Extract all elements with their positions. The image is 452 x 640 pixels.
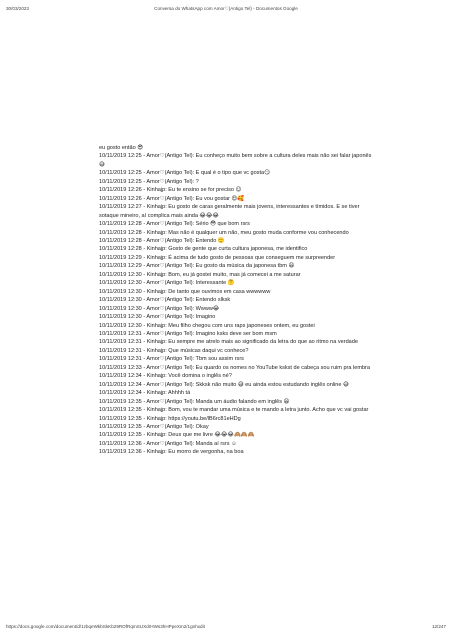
chat-message: 10/11/2019 12:34 - Kinhajp: Ahhhh tá [99,390,191,397]
chat-message: 10/11/2019 12:31 - Kinhajp: Eu sempre me atrelo mais ao significado da letra do que ao ritmo na verdade [99,339,358,346]
chat-message: 10/11/2019 12:25 - Amor♡(Antigo Tel): Eu conheço muito bem sobre a cultura deles mais não sei falar japonês😅 [99,153,372,168]
chat-message: 10/11/2019 12:26 - Amor♡(Antigo Tel): Eu vou gostar 😍🥰 [99,195,245,202]
chat-message: 10/11/2019 12:25 - Amor♡(Antigo Tel): ? [99,178,199,185]
chat-message: 10/11/2019 12:30 - Amor♡(Antigo Tel): Wwww😂 [99,305,220,312]
document-url: https://docs.google.com/document/d/1zbqeWkbSkKb29ROfRqmSUXdrHWs3hHPpeXm2/1gnhxdit [6,624,205,629]
print-footer [6,624,446,634]
chat-message: 10/11/2019 12:28 - Amor♡(Antigo Tel): Entendo 🙂 [99,237,225,244]
chat-message: 10/11/2019 12:29 - Kinhajp: É acima de tudo gosto de pessoas que conseguem me surpreender [99,254,336,261]
chat-message: 10/11/2019 12:30 - Amor♡(Antigo Tel): Imagino [99,314,216,321]
chat-message: 10/11/2019 12:29 - Amor♡(Antigo Tel): Eu gosto da música da japonesa tbm 😄 [99,263,295,270]
print-date: 30/03/2023 [6,6,29,11]
chat-message: 10/11/2019 12:31 - Amor♡(Antigo Tel): Tbm sou assim rsrs [99,356,244,363]
chat-message: 10/11/2019 12:30 - Amor♡(Antigo Tel): Interessante 🤔 [99,280,235,287]
chat-message: 10/11/2019 12:30 - Kinhajp: Bom, eu já gostei muito, mas já comecei a me saturar [99,271,301,278]
chat-message: 10/11/2019 12:34 - Kinhajp: Você domina o inglês né? [99,373,232,380]
chat-message: 10/11/2019 12:34 - Amor♡(Antigo Tel): Skksk não muito 😅 eu ainda estou estudando inglês online 😅 [99,381,349,388]
chat-message: 10/11/2019 12:35 - Kinhajp: Bom, vou te mandar uma música e te mando a letra junto. Acho que vc vai gostar [99,407,369,414]
chat-message: 10/11/2019 12:25 - Amor♡(Antigo Tel): E qual é o tipo que vc gosta😏 [99,170,270,177]
chat-message: 10/11/2019 12:30 - Kinhajp: De tanto que ouvimos em casa wwwwww [99,288,271,295]
chat-message: 10/11/2019 12:33 - Amor♡(Antigo Tel): Eu quardo os nomes no YouTube kskst de cabeça sou ruim pra lembra [99,364,370,371]
chat-message: 10/11/2019 12:36 - Kinhajp: Eu morro de vergonha, na boa [99,449,244,456]
chat-message: 10/11/2019 12:35 - Kinhajp: https://youtu.be/lB6rc81eHDg [99,415,241,422]
chat-message: 10/11/2019 12:28 - Kinhajp: Mas não é qualquer um não, meu gosto muda conforme vou conhecendo [99,229,349,236]
chat-transcript [99,144,374,457]
chat-message: 10/11/2019 12:30 - Kinhajp: Meu filho chegou com uns raps japoneses ontem, eu gostei [99,322,315,329]
document-title: Conversa do WhatsApp com Amor♡(Antigo Tel) - Documentos Google [154,6,298,11]
page-number: 12/247 [431,624,446,629]
chat-message: 10/11/2019 12:31 - Kinhajp: Que músicas daqui vc conhece? [99,347,249,354]
chat-message: 10/11/2019 12:26 - Kinhajp: Eu te ensino se for preciso 😉 [99,187,242,194]
chat-message: 10/11/2019 12:28 - Amor♡(Antigo Tel): Sério 😳 que bom rsrs [99,221,250,228]
chat-message: 10/11/2019 12:36 - Amor♡(Antigo Tel): Manda aí rsrs ☺ [99,440,237,447]
chat-message: 10/11/2019 12:35 - Amor♡(Antigo Tel): Manda um áudio falando em inglês 😄 [99,398,290,405]
chat-message: eu gosto então 😎 [99,145,144,151]
chat-message: 10/11/2019 12:31 - Amor♡(Antigo Tel): Imagino ksks deve ser bom msm [99,330,277,337]
chat-message: 10/11/2019 12:28 - Kinhajp: Gosto de gente que curta cultura japonesa, me identifico [99,246,308,253]
chat-message: 10/11/2019 12:27 - Kinhajp: Eu gosto de caras geralmente mais jovens, interessantes e tímidos. E se tiver sotaque mineiro, aí complica mais ainda 😂😂😂 [99,204,360,219]
chat-message: 10/11/2019 12:30 - Amor♡(Antigo Tel): Entendo slksk [99,297,231,304]
chat-message: 10/11/2019 12:35 - Amor♡(Antigo Tel): Okay [99,423,209,430]
print-header [6,6,446,16]
chat-message: 10/11/2019 12:35 - Kinhajp: Deus que me livre 😂😂😂🙈🙈🙈 [99,432,255,439]
